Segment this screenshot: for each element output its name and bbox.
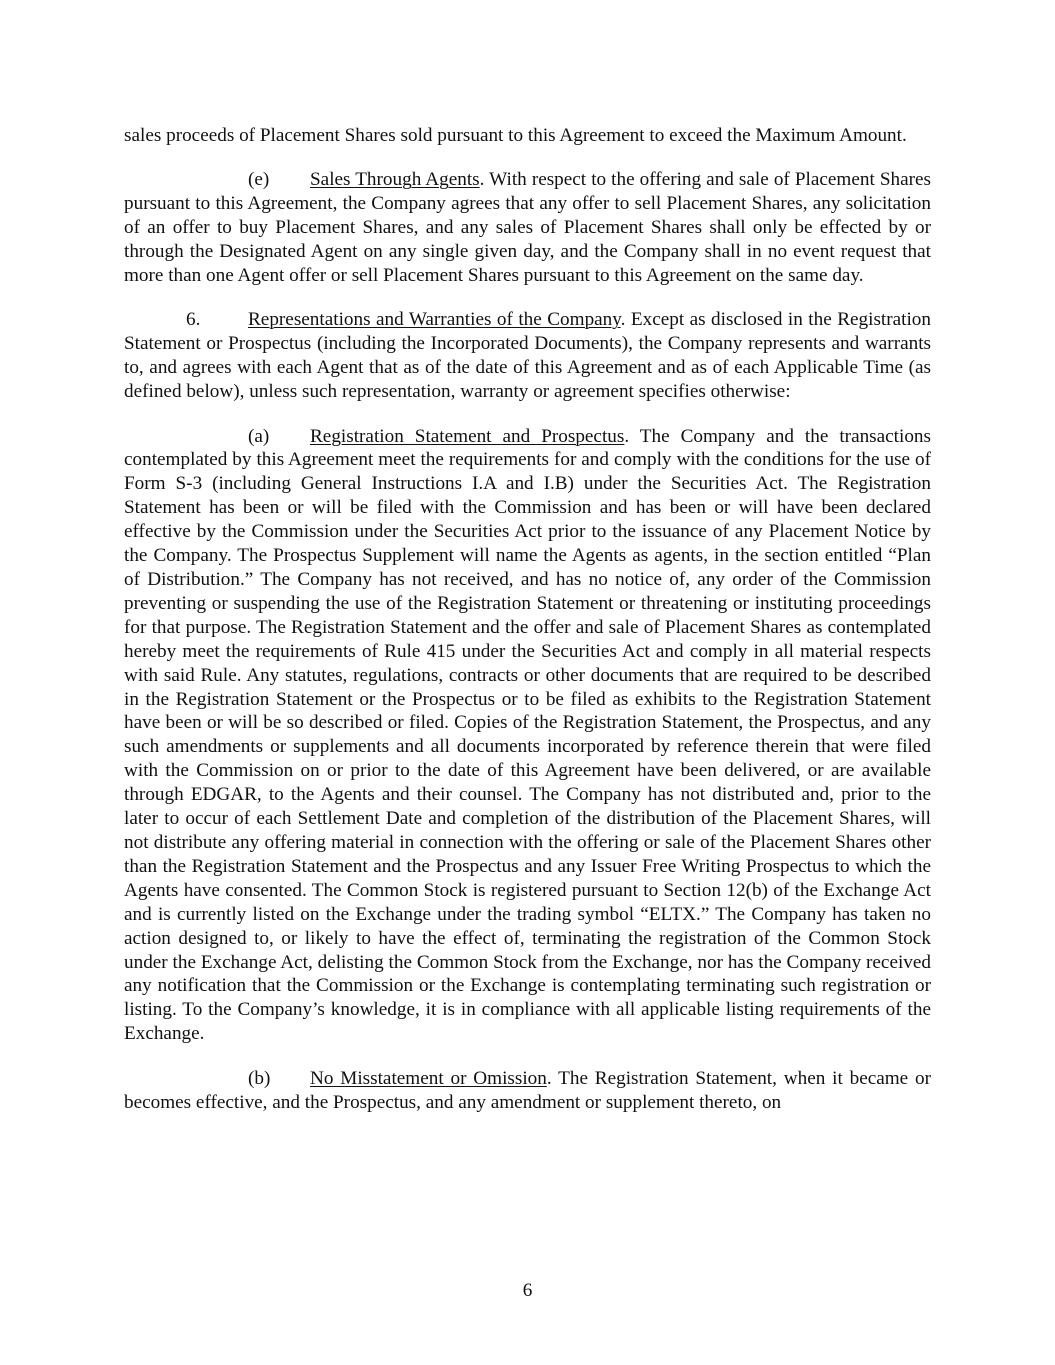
paragraph-text: . The Company and the transactions contemplated by this Agreement meet the requirements for and comply with the conditions for the use of Form S-3 (including General Instructions I.A and I.B) under the Securities Act. The Registration Statement has been or will be filed with the Commission and has been or will have been declared effective by the Commission under the Securities Act prior to the issuance of any Placement Notice by the Company. The Prospectus Supplement will name the Agents as agents, in the section entitled “Plan of Distribution.” The Company has not received, and has no notice of, any order of the Commission preventing or suspending the use of the Registration Statement or threatening or instituting proceedings for that purpose. The Registration Statement and the offer and sale of Placement Shares as contemplated hereby meet the requirements of Rule 415 under the Securities Act and comply in all material respects with said Rule. Any statutes, regulations, contracts or other documents that are required to be described in the Registration Statement or the Prospectus or to be filed as exhibits to the Registration Statement have been or will be so described or filed. Copies of the Registration Statement, the Prospectus, and any such amendments or supplements and all documents incorporated by reference therein that were filed with the Commission on or prior to the date of this Agreement have been delivered, or are available through EDGAR, to the Agents and their counsel. The Company has not distributed and, prior to the later to occur of each Settlement Date and completion of the distribution of the Placement Shares, will not distribute any offering material in connection with the offering or sale of the Placement Shares other than the Registration Statement and the Prospectus and any Issuer Free Writing Prospectus to which the Agents have consented. The Common Stock is registered pursuant to Section 12(b) of the Exchange Act and is currently listed on the Exchange under the trading symbol “ELTX.” The Company has taken no action designed to, or likely to have the effect of, terminating the registration of the Common Stock under the Exchange Act, delisting the Common Stock from the Exchange, nor has the Company received any notification that the Commission or the Exchange is contemplating terminating such registration or listing. To the Company’s knowledge, it is in compliance with all applicable listing requirements of the Exchange.	[124, 425, 931, 1045]
section-heading: No Misstatement or Omission	[310, 1067, 547, 1089]
paragraph-a-registration-statement	[124, 425, 931, 1047]
paragraph-text: . The Registration Statement, when it became or becomes effective, and the Prospectus, and any amendment or supplement thereto, on	[124, 1067, 932, 1113]
paragraph-6-representations	[124, 308, 931, 404]
section-heading: Registration Statement and Prospectus	[310, 425, 625, 447]
section-label: (e)	[248, 169, 270, 191]
section-label: (a)	[248, 425, 270, 447]
paragraph-e-sales-through-agents	[124, 168, 931, 288]
paragraph-text: . With respect to the offering and sale of Placement Shares pursuant to this Agreement, the Company agrees that any offer to sell Placement Shares, any solicitation of an offer to buy Placement Shares, and any sales of Placement Shares shall only be effected by or through the Designated Agent on any single given day, and the Company shall in no event request that more than one Agent offer or sell Placement Shares pursuant to this Agreement on the same day.	[124, 169, 931, 287]
paragraph-text: . Except as disclosed in the Registration Statement or Prospectus (including the Incorporated Documents), the Company represents and warrants to, and agrees with each Agent that as of the date of this Agreement and as of each Applicable Time (as defined below), unless such representation, warranty or agreement specifies otherwise:	[124, 309, 931, 403]
paragraph-b-no-misstatement	[124, 1067, 931, 1115]
paragraph-continuation	[124, 124, 931, 148]
section-label: (b)	[248, 1067, 271, 1089]
section-heading: Representations and Warranties of the Company	[248, 309, 621, 331]
paragraph-text: sales proceeds of Placement Shares sold pursuant to this Agreement to exceed the Maximum Amount.	[124, 125, 907, 146]
page-number: 6	[522, 1280, 533, 1301]
section-heading: Sales Through Agents	[310, 169, 480, 191]
section-label: 6.	[186, 309, 201, 331]
document-page	[124, 124, 931, 1135]
